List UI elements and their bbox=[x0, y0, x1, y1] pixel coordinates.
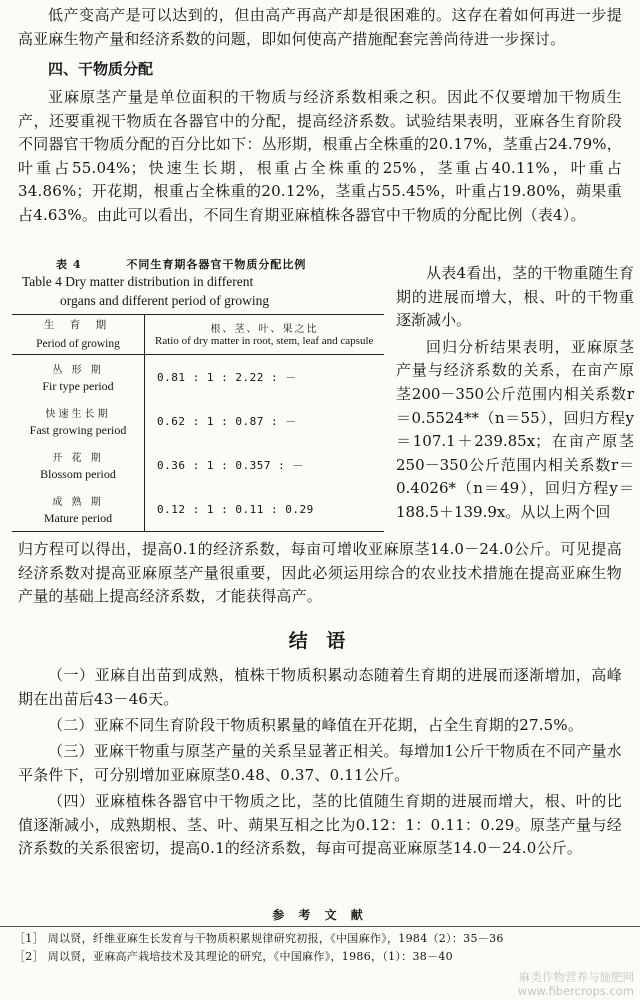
col-period-header: 生 育 期 Period of growing bbox=[12, 315, 145, 355]
ratio-cell: 0.12 : 1 : 0.11 : 0.29 bbox=[157, 502, 314, 516]
dry-matter-table bbox=[12, 314, 384, 532]
table-caption-en-2: organs and different period of growing bbox=[60, 293, 270, 308]
dry-matter-paragraph: 亚麻原茎产量是单位面积的干物质与经济系数相乘之积。因此不仅要增加干物质生产，还要重视干物质在各器官中的分配，提高经济系数。试验结果表明，亚麻各生育阶段不同器官干物质分配的百分比如下：丛形期，根重占全株重的20.17%，茎重占24.79%，叶重占55.04%；快速生长期，根重占全株重的25%，茎重占40.11%，叶重占34.86%；开花期，根重占全株重的20.12%，茎重占55.45%，叶重占19.80%，蒴果重占4.63%。由此可以看出，不同生育期亚麻植株各器官中干物质的分配比例（表4）。 bbox=[18, 88, 622, 224]
side-paragraph-2: 回归分析结果表明，亚麻原茎产量与经济系数的关系，在亩产原茎200－350公斤范围内相关系数r＝0.5524**（n＝55），回归方程y＝107.1＋239.85x；在亩产原茎250－350公斤范围内相关系数r＝0.4026*（n＝49），回归方程y＝188.5＋139.9x。从以上两个回 bbox=[396, 337, 634, 521]
col-ratio-header: 根、茎、叶、果之比 Ratio of dry matter in root, stem, leaf and capsule bbox=[145, 315, 385, 355]
ratio-cell: 0.62 : 1 : 0.87 : － bbox=[157, 415, 297, 428]
conclusion-heading: 结 语 bbox=[288, 630, 352, 652]
table-row: 丛 形 期 Fir type period 0.81 : 1 : 2.22 : － bbox=[12, 355, 384, 400]
reference-2: ［2］ 周以贤，亚麻高产栽培技术及其理论的研究，《中国麻作》，1986，（1）：38－40 bbox=[14, 950, 453, 963]
table-title-cn bbox=[56, 256, 388, 272]
conclusion-item-2: （二）亚麻不同生育阶段干物质积累量的峰值在开花期，占全生育期的27.5%。 bbox=[48, 716, 584, 734]
watermark-line-1: 麻类作物营养与施肥网 bbox=[519, 970, 634, 984]
references-rule bbox=[0, 926, 640, 927]
ratio-cell: 0.81 : 1 : 2.22 : － bbox=[157, 371, 297, 384]
references-heading: 参 考 文 献 bbox=[272, 908, 368, 922]
table-caption-en-1: Table 4 Dry matter distribution in different bbox=[22, 274, 254, 289]
regression-paragraph: 归方程可以得出，提高0.1的经济系数，每亩可增收亚麻原茎14.0－24.0公斤。可见提高经济系数对提高亚麻原茎产量很重要，因此必须运用综合的农业技术措施在提高亚麻生物产量的基础上提高经济系数，才能获得高产。 bbox=[18, 540, 622, 606]
table-4 bbox=[12, 256, 388, 532]
table-number: 表 4 bbox=[56, 258, 82, 271]
table-header-row bbox=[12, 315, 384, 355]
ratio-cell: 0.36 : 1 : 0.357 : － bbox=[157, 459, 304, 472]
side-paragraph-1: 从表4看出，茎的干物重随生育期的进展而增大，根、叶的干物重逐渐减小。 bbox=[396, 264, 634, 330]
side-column bbox=[396, 262, 634, 525]
table-row: 成 熟 期 Mature period 0.12 : 1 : 0.11 : 0.29 bbox=[12, 487, 384, 532]
table-caption-cn: 不同生育期各器官干物质分配比例 bbox=[126, 258, 307, 271]
conclusion-item-3: （三）亚麻干物重与原茎产量的关系呈显著正相关。每增加1公斤干物质在不同产量水平条件下，可分别增加亚麻原茎0.48、0.37、0.11公斤。 bbox=[18, 742, 622, 784]
reference-1: ［1］ 周以贤，纤维亚麻生长发育与干物质积累规律研究初报，《中国麻作》，1984（2）：35－36 bbox=[14, 932, 504, 945]
section-heading-dry-matter: 四、干物质分配 bbox=[48, 60, 154, 78]
watermark-line-2: www.fibercrops.com bbox=[517, 984, 634, 998]
site-watermark bbox=[518, 970, 634, 998]
conclusion-item-1: （一）亚麻自出苗到成熟，植株干物质积累动态随着生育期的进展而逐渐增加，高峰期在出苗后43－46天。 bbox=[18, 666, 622, 708]
table-row: 快速生长期 Fast growing period 0.62 : 1 : 0.87 : － bbox=[12, 399, 384, 443]
conclusion-item-4: （四）亚麻植株各器官中干物质之比，茎的比值随生育期的进展而增大，根、叶的比值逐渐减小，成熟期根、茎、叶、蒴果互相之比为0.12：1：0.11：0.29。原茎产量与经济系数的关系很密切，提高0.1的经济系数，每亩可提高亚麻原茎14.0－24.0公斤。 bbox=[18, 792, 622, 858]
table-row: 开 花 期 Blossom period 0.36 : 1 : 0.357 : － bbox=[12, 443, 384, 487]
intro-paragraph: 低产变高产是可以达到的，但由高产再高产却是很困难的。这存在着如何再进一步提高亚麻生物产量和经济系数的问题，即如何使高产措施配套完善尚待进一步探讨。 bbox=[18, 6, 622, 48]
